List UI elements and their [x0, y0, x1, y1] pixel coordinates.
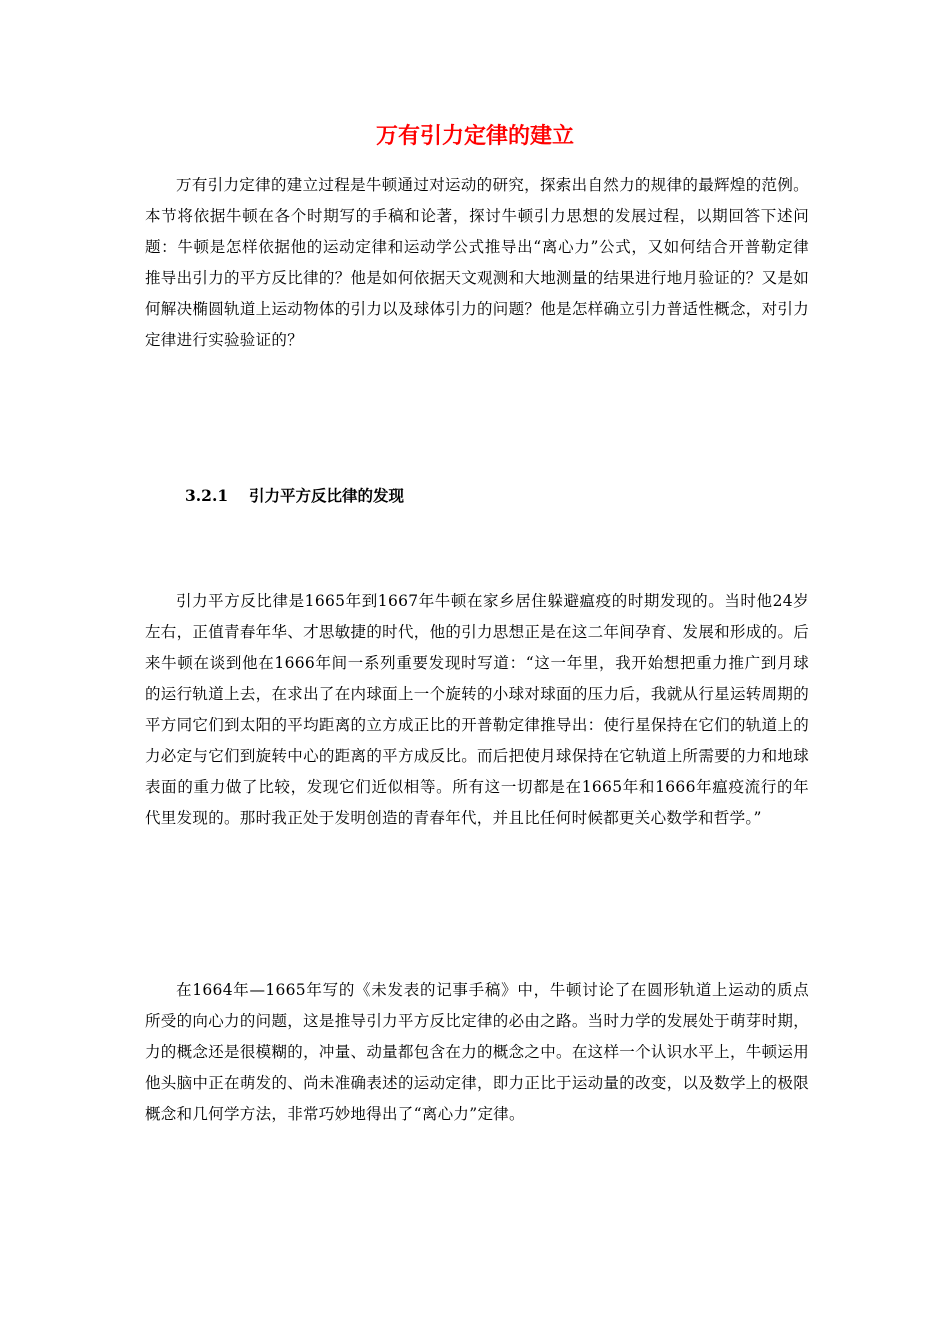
section-title: 引力平方反比律的发现	[249, 486, 405, 505]
intro-paragraph: 万有引力定律的建立过程是牛顿通过对运动的研究，探索出自然力的规律的最辉煌的范例。本节将依据牛顿在各个时期写的手稿和论著，探讨牛顿引力思想的发展过程，以期回答下述问题：牛顿是怎样依据他的运动定律和运动学公式推导出“离心力”公式，又如何结合开普勒定律推导出引力的平方反比律的？他是如何依据天文观测和大地测量的结果进行地月验证的？又是如何解决椭圆轨道上运动物体的引力以及球体引力的问题？他是怎样确立引力普适性概念，对引力定律进行实验验证的？	[145, 176, 809, 349]
document-title: 万有引力定律的建立	[375, 123, 574, 149]
section-number: 3.2.1	[185, 486, 229, 505]
section-heading	[185, 481, 404, 511]
body-paragraph: 引力平方反比律是1665年到1667年牛顿在家乡居住躲避瘟疫的时期发现的。当时他24岁左右，正值青春年华、才思敏捷的时代，他的引力思想正是在这二年间孕育、发展和形成的。后来牛顿在谈到他在1666年间一系列重要发现时写道：“这一年里，我开始想把重力推广到月球的运行轨道上去，在求出了在内球面上一个旋转的小球对球面的压力后，我就从行星运转周期的平方同它们到太阳的平均距离的立方成正比的开普勒定律推导出：使行星保持在它们的轨道上的力必定与它们到旋转中心的距离的平方成反比。而后把使月球保持在它轨道上所需要的力和地球表面的重力做了比较，发现它们近似相等。所有这一切都是在1665年和1666年瘟疫流行的年代里发现的。那时我正处于发明创造的青春年代，并且比任何时候都更关心数学和哲学。”	[145, 592, 809, 827]
body-paragraph: 在1664年—1665年写的《未发表的记事手稿》中，牛顿讨论了在圆形轨道上运动的质点所受的向心力的问题，这是推导引力平方反比定律的必由之路。当时力学的发展处于萌芽时期，力的概念还是很模糊的，冲量、动量都包含在力的概念之中。在这样一个认识水平上，牛顿运用他头脑中正在萌发的、尚未准确表述的运动定律，即力正比于运动量的改变，以及数学上的极限概念和几何学方法，非常巧妙地得出了“离心力”定律。	[145, 981, 809, 1123]
